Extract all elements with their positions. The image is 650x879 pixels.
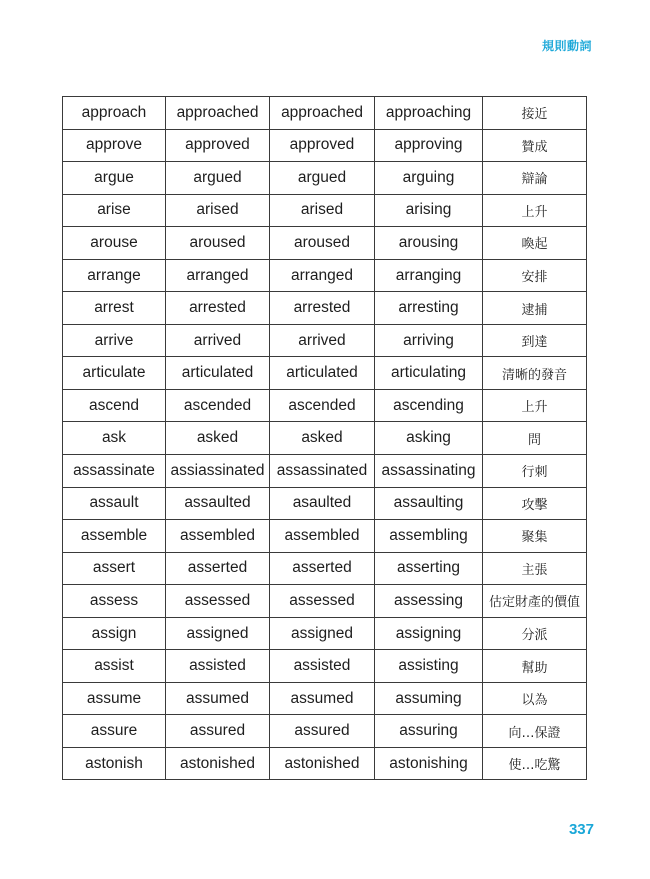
base-form-cell: arrange <box>63 259 166 292</box>
past-tense-cell: asked <box>166 422 270 455</box>
base-form-cell: assume <box>63 682 166 715</box>
table-row <box>63 422 587 455</box>
chinese-meaning-cell: 使…吃驚 <box>483 747 587 780</box>
present-participle-cell: arising <box>375 194 483 227</box>
base-form-cell: assess <box>63 585 166 618</box>
past-tense-cell: articulated <box>166 357 270 390</box>
present-participle-cell: assassinating <box>375 455 483 488</box>
table-row <box>63 129 587 162</box>
present-participle-cell: asserting <box>375 552 483 585</box>
past-participle-cell: arrived <box>270 324 375 357</box>
base-form-cell: assemble <box>63 520 166 553</box>
past-participle-cell: astonished <box>270 747 375 780</box>
base-form-cell: ascend <box>63 389 166 422</box>
past-participle-cell: asaulted <box>270 487 375 520</box>
table-row <box>63 487 587 520</box>
past-tense-cell: asserted <box>166 552 270 585</box>
past-tense-cell: assigned <box>166 617 270 650</box>
past-tense-cell: assumed <box>166 682 270 715</box>
past-participle-cell: approached <box>270 97 375 130</box>
present-participle-cell: arranging <box>375 259 483 292</box>
past-tense-cell: arranged <box>166 259 270 292</box>
past-tense-cell: argued <box>166 162 270 195</box>
past-tense-cell: arrested <box>166 292 270 325</box>
past-tense-cell: arrived <box>166 324 270 357</box>
table-row <box>63 357 587 390</box>
chinese-meaning-cell: 接近 <box>483 97 587 130</box>
past-tense-cell: arised <box>166 194 270 227</box>
chinese-meaning-cell: 贊成 <box>483 129 587 162</box>
base-form-cell: arrest <box>63 292 166 325</box>
table-row <box>63 455 587 488</box>
past-participle-cell: assembled <box>270 520 375 553</box>
present-participle-cell: asking <box>375 422 483 455</box>
present-participle-cell: assuming <box>375 682 483 715</box>
chinese-meaning-cell: 上升 <box>483 389 587 422</box>
past-participle-cell: assigned <box>270 617 375 650</box>
present-participle-cell: assembling <box>375 520 483 553</box>
table-row <box>63 552 587 585</box>
past-tense-cell: assiassinated <box>166 455 270 488</box>
chinese-meaning-cell: 上升 <box>483 194 587 227</box>
past-participle-cell: approved <box>270 129 375 162</box>
base-form-cell: approach <box>63 97 166 130</box>
past-tense-cell: assessed <box>166 585 270 618</box>
chinese-meaning-cell: 問 <box>483 422 587 455</box>
chinese-meaning-cell: 以為 <box>483 682 587 715</box>
past-participle-cell: arised <box>270 194 375 227</box>
base-form-cell: arrive <box>63 324 166 357</box>
chinese-meaning-cell: 聚集 <box>483 520 587 553</box>
past-tense-cell: assured <box>166 715 270 748</box>
past-tense-cell: approached <box>166 97 270 130</box>
past-tense-cell: assisted <box>166 650 270 683</box>
chinese-meaning-cell: 喚起 <box>483 227 587 260</box>
table-row <box>63 324 587 357</box>
present-participle-cell: assessing <box>375 585 483 618</box>
table-row <box>63 259 587 292</box>
chinese-meaning-cell: 清晰的發音 <box>483 357 587 390</box>
table-row <box>63 227 587 260</box>
table-row <box>63 617 587 650</box>
chinese-meaning-cell: 估定財產的價值 <box>483 585 587 618</box>
present-participle-cell: arousing <box>375 227 483 260</box>
base-form-cell: assure <box>63 715 166 748</box>
past-participle-cell: assumed <box>270 682 375 715</box>
chinese-meaning-cell: 行刺 <box>483 455 587 488</box>
chinese-meaning-cell: 向…保證 <box>483 715 587 748</box>
base-form-cell: arise <box>63 194 166 227</box>
verb-table-body <box>63 97 587 780</box>
present-participle-cell: arresting <box>375 292 483 325</box>
present-participle-cell: assigning <box>375 617 483 650</box>
present-participle-cell: approving <box>375 129 483 162</box>
past-tense-cell: assaulted <box>166 487 270 520</box>
table-row <box>63 389 587 422</box>
present-participle-cell: assaulting <box>375 487 483 520</box>
present-participle-cell: articulating <box>375 357 483 390</box>
base-form-cell: assassinate <box>63 455 166 488</box>
chinese-meaning-cell: 攻擊 <box>483 487 587 520</box>
chinese-meaning-cell: 主張 <box>483 552 587 585</box>
past-participle-cell: articulated <box>270 357 375 390</box>
base-form-cell: ask <box>63 422 166 455</box>
past-participle-cell: asked <box>270 422 375 455</box>
past-participle-cell: arranged <box>270 259 375 292</box>
base-form-cell: assert <box>63 552 166 585</box>
section-title: 規則動詞 <box>541 39 592 53</box>
present-participle-cell: assuring <box>375 715 483 748</box>
past-tense-cell: astonished <box>166 747 270 780</box>
present-participle-cell: arguing <box>375 162 483 195</box>
present-participle-cell: assisting <box>375 650 483 683</box>
base-form-cell: articulate <box>63 357 166 390</box>
past-tense-cell: assembled <box>166 520 270 553</box>
base-form-cell: argue <box>63 162 166 195</box>
base-form-cell: astonish <box>63 747 166 780</box>
chinese-meaning-cell: 幫助 <box>483 650 587 683</box>
table-row <box>63 162 587 195</box>
past-participle-cell: asserted <box>270 552 375 585</box>
chinese-meaning-cell: 到達 <box>483 324 587 357</box>
past-participle-cell: assassinated <box>270 455 375 488</box>
table-row <box>63 650 587 683</box>
table-row <box>63 194 587 227</box>
present-participle-cell: astonishing <box>375 747 483 780</box>
past-tense-cell: approved <box>166 129 270 162</box>
page-number: 337 <box>568 821 594 838</box>
table-row <box>63 682 587 715</box>
chinese-meaning-cell: 分派 <box>483 617 587 650</box>
table-row <box>63 520 587 553</box>
present-participle-cell: approaching <box>375 97 483 130</box>
past-participle-cell: argued <box>270 162 375 195</box>
table-row <box>63 715 587 748</box>
past-participle-cell: ascended <box>270 389 375 422</box>
verb-table <box>62 96 587 780</box>
base-form-cell: assign <box>63 617 166 650</box>
past-tense-cell: ascended <box>166 389 270 422</box>
base-form-cell: assault <box>63 487 166 520</box>
present-participle-cell: ascending <box>375 389 483 422</box>
table-row <box>63 292 587 325</box>
past-participle-cell: aroused <box>270 227 375 260</box>
table-row <box>63 747 587 780</box>
base-form-cell: assist <box>63 650 166 683</box>
chinese-meaning-cell: 逮捕 <box>483 292 587 325</box>
past-participle-cell: assessed <box>270 585 375 618</box>
chinese-meaning-cell: 辯論 <box>483 162 587 195</box>
base-form-cell: approve <box>63 129 166 162</box>
table-row <box>63 97 587 130</box>
past-participle-cell: arrested <box>270 292 375 325</box>
table-row <box>63 585 587 618</box>
base-form-cell: arouse <box>63 227 166 260</box>
chinese-meaning-cell: 安排 <box>483 259 587 292</box>
past-tense-cell: aroused <box>166 227 270 260</box>
past-participle-cell: assisted <box>270 650 375 683</box>
past-participle-cell: assured <box>270 715 375 748</box>
present-participle-cell: arriving <box>375 324 483 357</box>
